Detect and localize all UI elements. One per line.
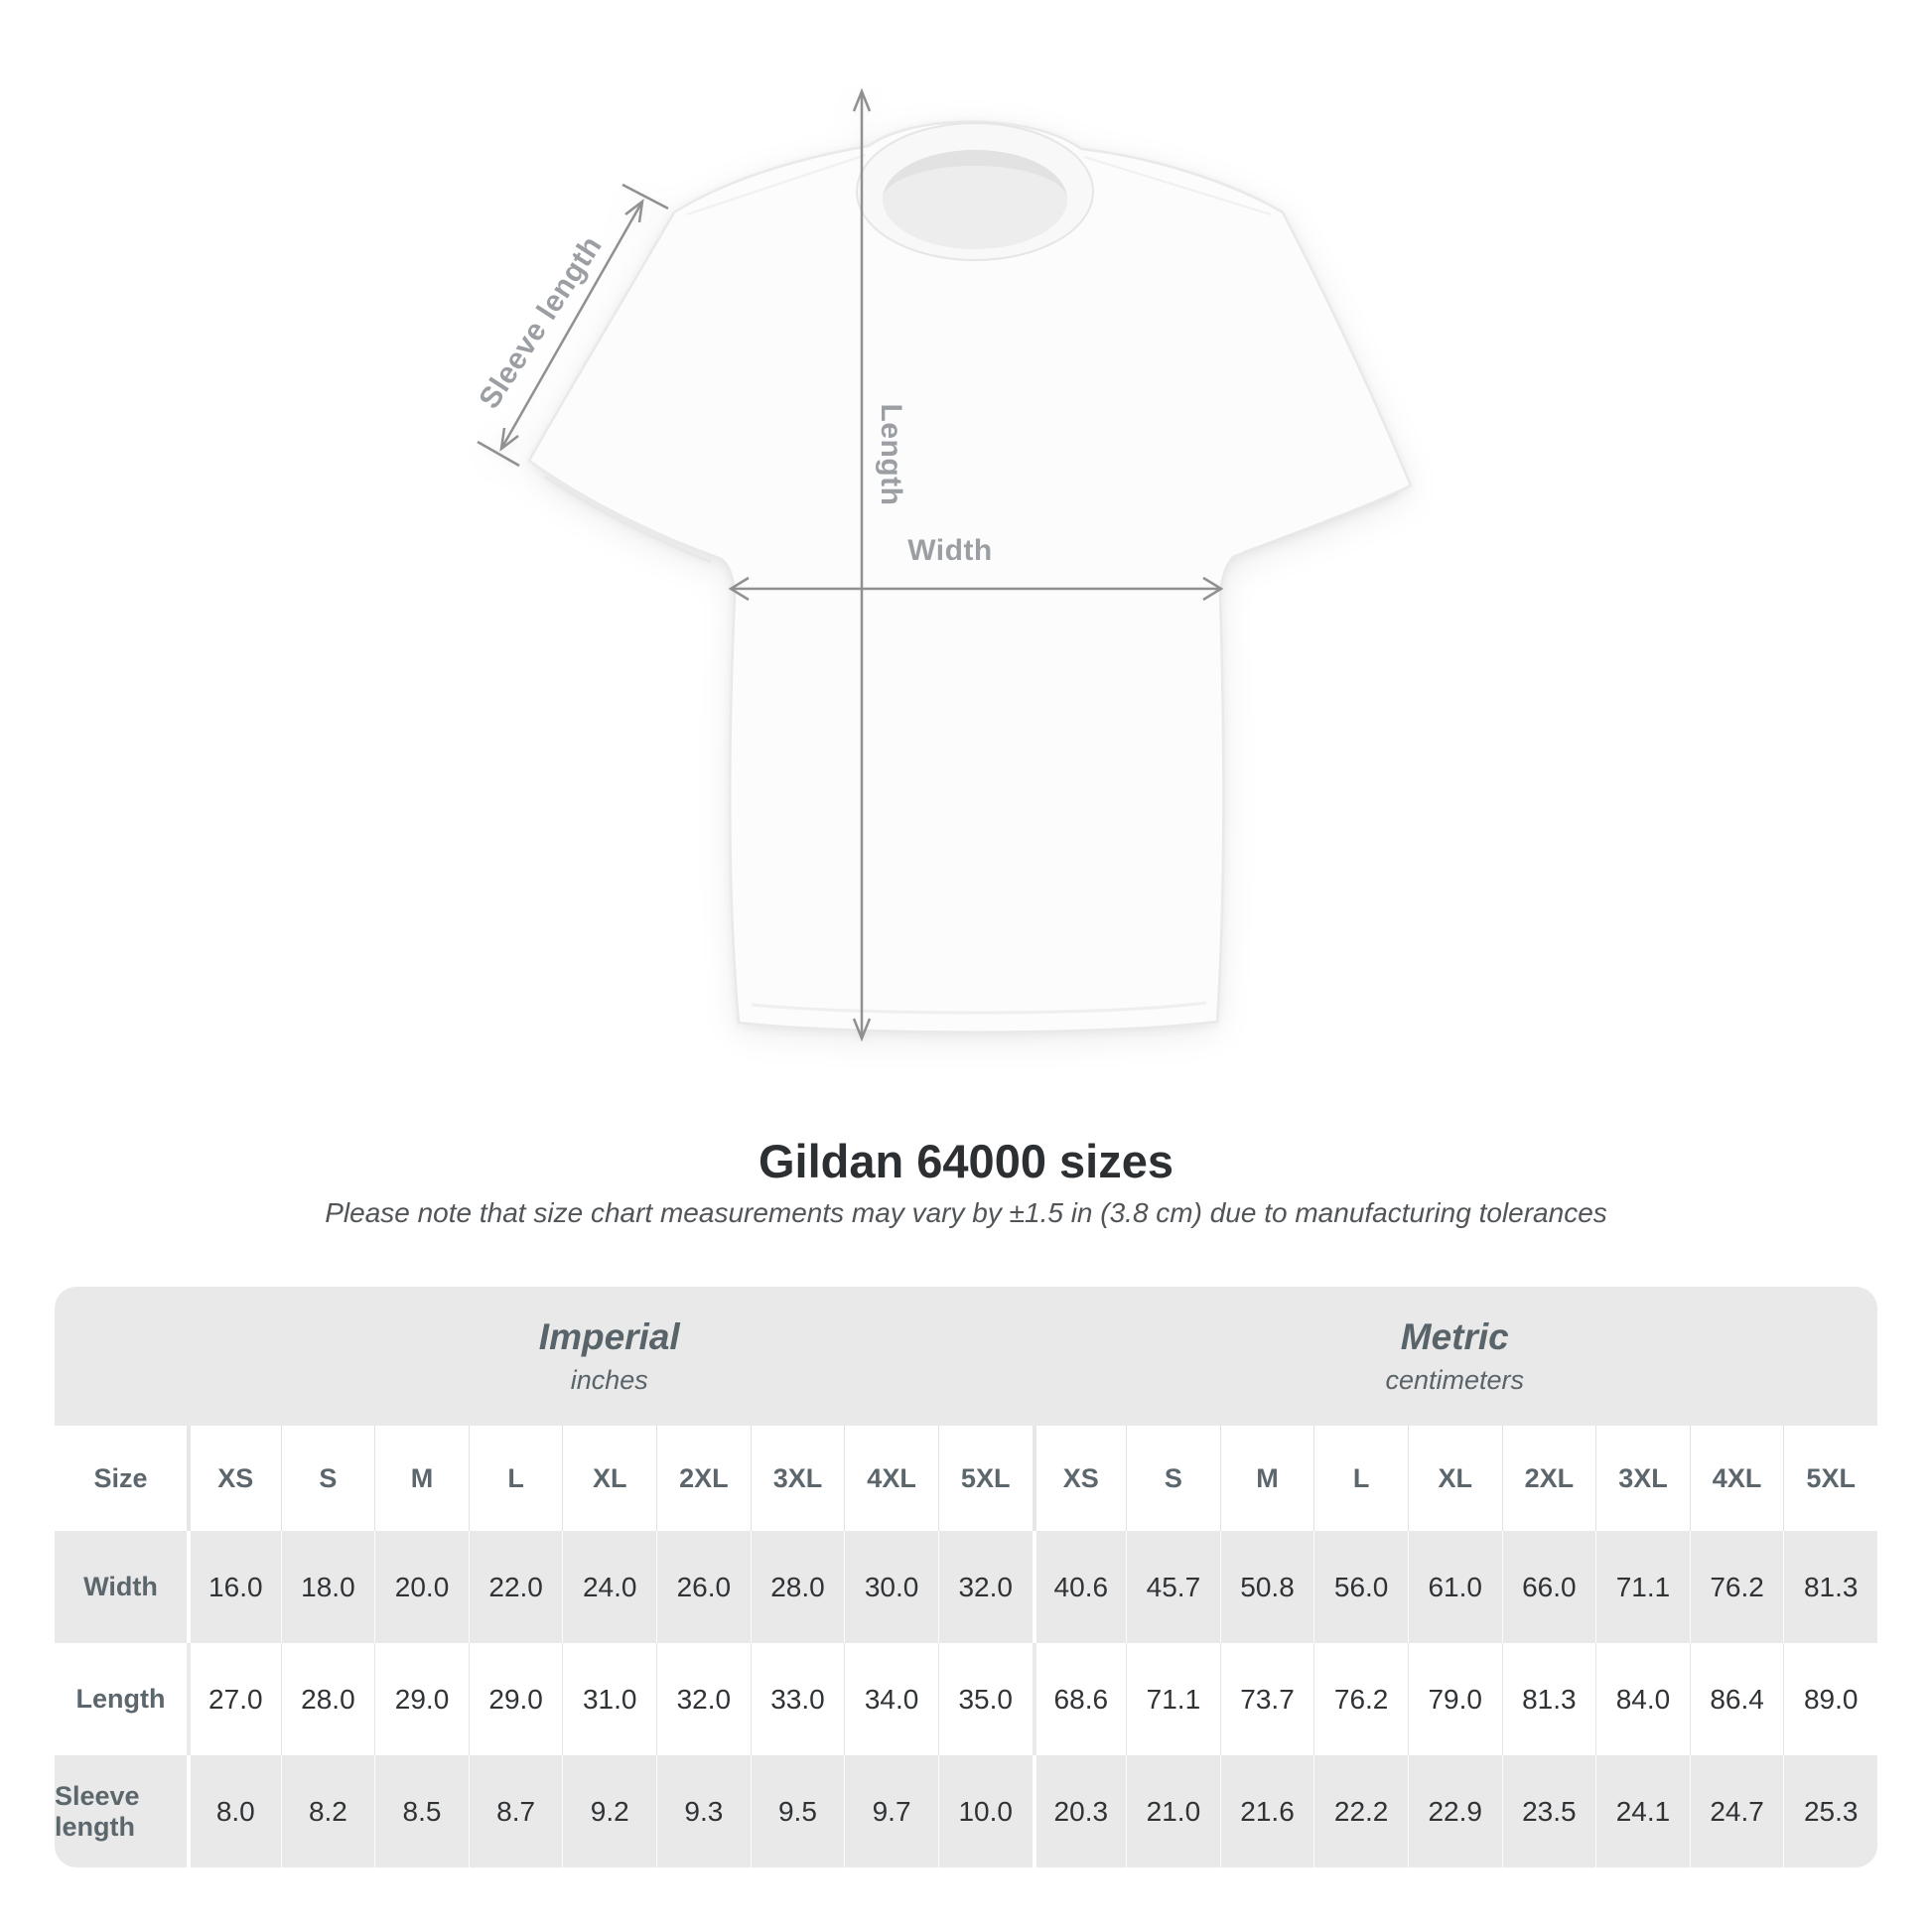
tolerance-note: Please note that size chart measurements may vary by ±1.5 in (3.8 cm) due to manufacturing tolerances [325,1197,1607,1228]
value-cell: 21.6 [1220,1755,1314,1867]
value-cell: 29.0 [469,1643,563,1755]
value-cell: 10.0 [938,1755,1033,1867]
value-cell: 24.0 [562,1531,656,1643]
size-header-imperial-xl: XL [562,1426,656,1531]
value-cell: 68.6 [1033,1643,1127,1755]
value-cell: 79.0 [1408,1643,1502,1755]
value-cell: 23.5 [1502,1755,1596,1867]
row-label: Width [83,1572,158,1601]
value-cell: 28.0 [281,1643,375,1755]
size-header-metric-xs: XS [1033,1426,1127,1531]
size-header-metric-3xl: 3XL [1595,1426,1690,1531]
size-header-metric-m: M [1220,1426,1314,1531]
value-cell: 35.0 [938,1643,1033,1755]
value-cell: 89.0 [1783,1643,1877,1755]
row-label: Sleeve length [55,1780,140,1842]
value-cell: 33.0 [751,1643,845,1755]
value-cell: 20.3 [1033,1755,1127,1867]
measurement-rows [55,1531,1877,1867]
metric-unit: centimeters [1385,1365,1525,1395]
value-cell: 27.0 [187,1643,281,1755]
table-row-sleeve-length [55,1755,1877,1867]
value-cell: 32.0 [938,1531,1033,1643]
value-cell: 28.0 [751,1531,845,1643]
value-cell: 66.0 [1502,1531,1596,1643]
metric-header [1033,1287,1878,1426]
value-cell: 31.0 [562,1643,656,1755]
value-cell: 22.0 [469,1531,563,1643]
length-label: Length [875,403,907,506]
value-cell: 81.3 [1502,1643,1596,1755]
value-cell: 29.0 [374,1643,469,1755]
value-cell: 8.0 [187,1755,281,1867]
value-cell: 18.0 [281,1531,375,1643]
size-header-metric-5xl: 5XL [1783,1426,1877,1531]
tshirt-silhouette [529,122,1411,1033]
size-header-imperial-3xl: 3XL [751,1426,845,1531]
metric-title: Metric [1400,1316,1509,1357]
value-cell: 50.8 [1220,1531,1314,1643]
size-table [55,1287,1877,1867]
band-corner [55,1287,187,1426]
value-cell: 61.0 [1408,1531,1502,1643]
value-cell: 71.1 [1126,1643,1220,1755]
page-title: Gildan 64000 sizes [758,1135,1174,1187]
size-header-metric-l: L [1313,1426,1408,1531]
size-header-imperial-2xl: 2XL [656,1426,751,1531]
size-header-metric-s: S [1126,1426,1220,1531]
table-row-width [55,1531,1877,1643]
value-cell: 9.7 [844,1755,938,1867]
unit-band [55,1287,1877,1426]
table-row-length [55,1643,1877,1755]
imperial-title: Imperial [538,1316,680,1357]
value-cell: 45.7 [1126,1531,1220,1643]
row-label: Length [75,1684,166,1714]
value-cell: 56.0 [1313,1531,1408,1643]
size-header-metric-4xl: 4XL [1690,1426,1784,1531]
value-cell: 73.7 [1220,1643,1314,1755]
value-cell: 84.0 [1595,1643,1690,1755]
value-cell: 8.7 [469,1755,563,1867]
value-cell: 9.3 [656,1755,751,1867]
value-cell: 40.6 [1033,1531,1127,1643]
value-cell: 86.4 [1690,1643,1784,1755]
value-cell: 9.5 [751,1755,845,1867]
value-cell: 24.7 [1690,1755,1784,1867]
value-cell: 22.2 [1313,1755,1408,1867]
value-cell: 81.3 [1783,1531,1877,1643]
size-header-imperial-5xl: 5XL [938,1426,1033,1531]
value-cell: 25.3 [1783,1755,1877,1867]
value-cell: 20.0 [374,1531,469,1643]
size-header-metric-2xl: 2XL [1502,1426,1596,1531]
imperial-unit: inches [570,1365,648,1395]
size-header-imperial-l: L [469,1426,563,1531]
value-cell: 32.0 [656,1643,751,1755]
value-cell: 22.9 [1408,1755,1502,1867]
sleeve-length-label: Sleeve length [473,229,609,415]
value-cell: 76.2 [1313,1643,1408,1755]
value-cell: 16.0 [187,1531,281,1643]
imperial-header [187,1287,1033,1426]
value-cell: 76.2 [1690,1531,1784,1643]
collar [857,123,1093,260]
width-label: Width [907,534,993,567]
size-header-imperial-m: M [374,1426,469,1531]
size-header-metric-xl: XL [1408,1426,1502,1531]
size-header-imperial-xs: XS [187,1426,281,1531]
size-header-imperial-4xl: 4XL [844,1426,938,1531]
value-cell: 34.0 [844,1643,938,1755]
value-cell: 9.2 [562,1755,656,1867]
value-cell: 24.1 [1595,1755,1690,1867]
size-column-header: Size [93,1462,148,1493]
size-header-row [55,1426,1877,1531]
value-cell: 30.0 [844,1531,938,1643]
value-cell: 26.0 [656,1531,751,1643]
size-header-imperial-s: S [281,1426,375,1531]
value-cell: 71.1 [1595,1531,1690,1643]
value-cell: 8.2 [281,1755,375,1867]
value-cell: 21.0 [1126,1755,1220,1867]
value-cell: 8.5 [374,1755,469,1867]
